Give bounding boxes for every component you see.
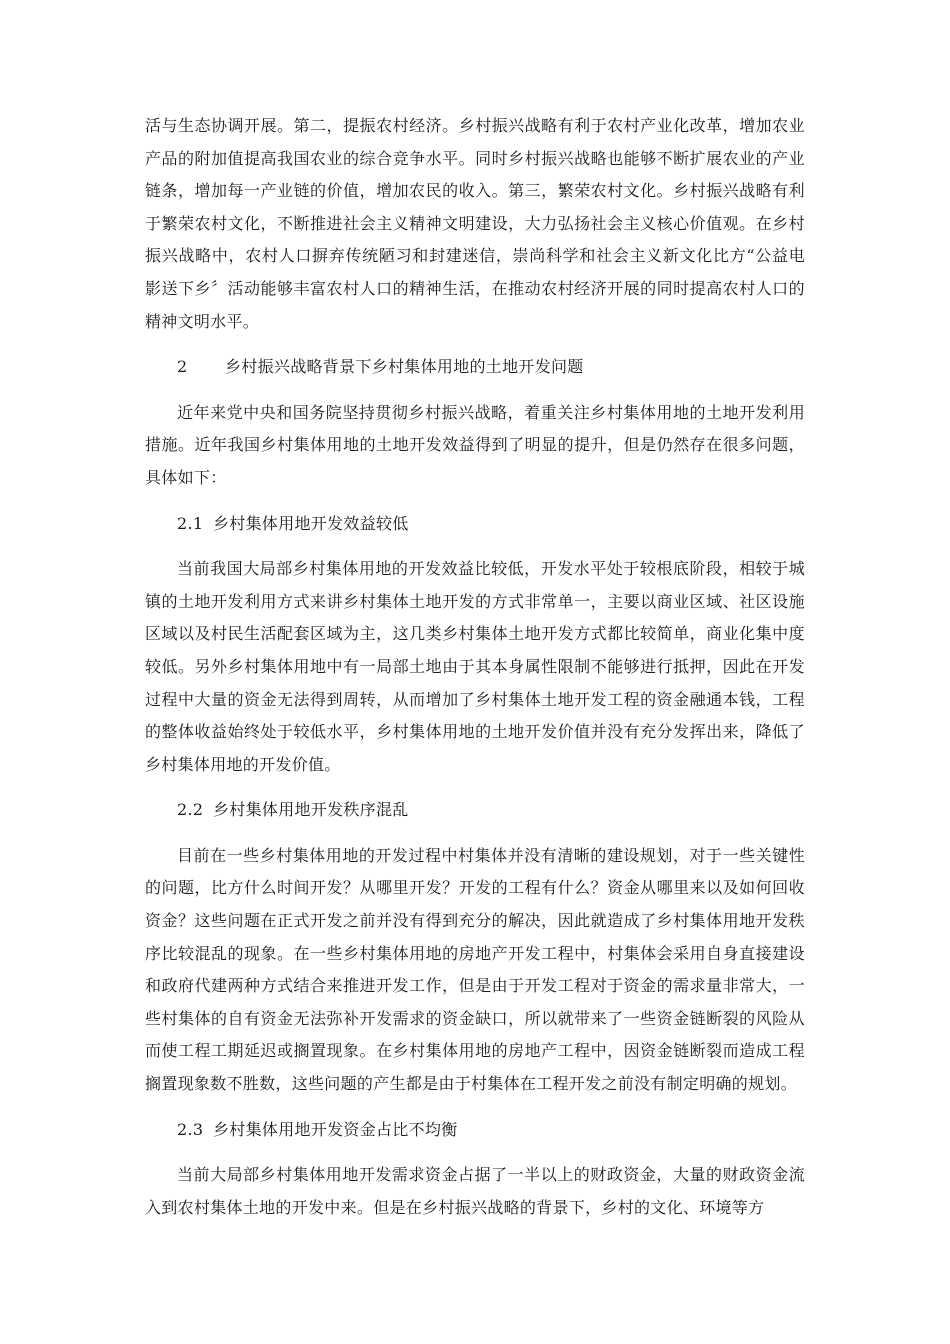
section-title: 乡村振兴战略背景下乡村集体用地的土地开发问题 xyxy=(225,357,584,377)
paragraph-unbalanced-funding: 当前大局部乡村集体用地开发需求资金占据了一半以上的财政资金，大量的财政资金流入到农村集体土地的开发中来。但是在乡村振兴战略的背景下，乡村的文化、环境等方 xyxy=(145,1165,805,1217)
subsection-heading-2-1 xyxy=(145,508,805,541)
subsection-title: 乡村集体用地开发效益较低 xyxy=(213,513,409,533)
subsection-heading-2-2 xyxy=(145,794,805,827)
section-number: 2 xyxy=(177,357,188,377)
section-heading-2 xyxy=(145,351,805,384)
subsection-number: 2.2 xyxy=(177,800,204,820)
subsection-title: 乡村集体用地开发资金占比不均衡 xyxy=(213,1119,458,1139)
subsection-number: 2.1 xyxy=(177,513,204,533)
document-page xyxy=(145,110,805,1237)
paragraph-rural-revitalization-benefits: 活与生态协调开展。第二，提振农村经济。乡村振兴战略有利于农村产业化改革，增加农业产品的附加值提高我国农业的综合竞争水平。同时乡村振兴战略也能够不断扩展农业的产业链条，增加每一产业链的价值，增加农民的收入。第三，繁荣农村文化。乡村振兴战略有利于繁荣农村文化，不断推进社会主义精神文明建设，大力弘扬社会主义核心价值观。在乡村振兴战略中，农村人口摒弃传统陋习和封建迷信，崇尚科学和社会主义新文化比方“公益电影送下乡〞活动能够丰富农村人口的精神生活，在推动农村经济开展的同时提高农村人口的精神文明水平。 xyxy=(145,116,805,331)
paragraph-section-2-intro: 近年来党中央和国务院坚持贯彻乡村振兴战略，着重关注乡村集体用地的土地开发利用措施。近年我国乡村集体用地的土地开发效益得到了明显的提升，但是仍然存在很多问题，具体如下： xyxy=(145,402,805,487)
subsection-number: 2.3 xyxy=(177,1119,204,1139)
subsection-heading-2-3 xyxy=(145,1114,805,1147)
subsection-title: 乡村集体用地开发秩序混乱 xyxy=(213,800,409,820)
paragraph-low-development-benefit: 当前我国大局部乡村集体用地的开发效益比较低，开发水平处于较根底阶段，相较于城镇的土地开发利用方式来讲乡村集体土地开发的方式非常单一，主要以商业区域、社区设施区域以及村民生活配套区域为主，这几类乡村集体土地开发方式都比较简单，商业化集中度较低。另外乡村集体用地中有一局部土地由于其本身属性限制不能够进行抵押，因此在开发过程中大量的资金无法得到周转，从而增加了乡村集体土地开发工程的资金融通本钱，工程的整体收益始终处于较低水平，乡村集体用地的土地开发价值并没有充分发挥出来，降低了乡村集体用地的开发价值。 xyxy=(145,559,805,774)
paragraph-disorderly-development: 目前在一些乡村集体用地的开发过程中村集体并没有清晰的建设规划，对于一些关键性的问题，比方什么时间开发？从哪里开发？开发的工程有什么？资金从哪里来以及如何回收资金？这些问题在正式开发之前并没有得到充分的解决，因此就造成了乡村集体用地开发秩序比较混乱的现象。在一些乡村集体用地的房地产开发工程中，村集体会采用自身直接建设和政府代建两种方式结合来推进开发工作，但是由于开发工程对于资金的需求量非常大，一些村集体的自有资金无法弥补开发需求的资金缺口，所以就带来了一些资金链断裂的风险从而使工程工期延迟或搁置现象。在乡村集体用地的房地产工程中，因资金链断裂而造成工程搁置现象数不胜数，这些问题的产生都是由于村集体在工程开发之前没有制定明确的规划。 xyxy=(145,845,805,1094)
